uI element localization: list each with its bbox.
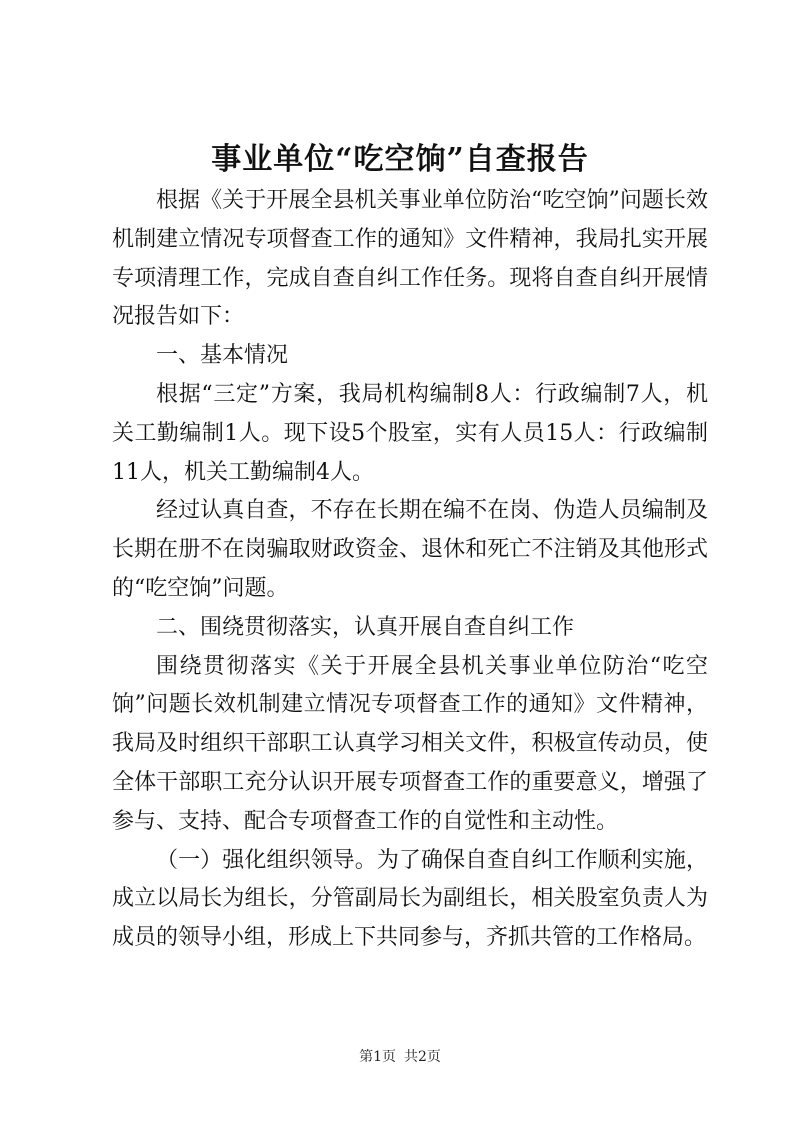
section-heading-implementation: 二、围绕贯彻落实，认真开展自查自纠工作 (156, 614, 575, 640)
document-body (112, 182, 708, 958)
implementation-paragraph: 围绕贯彻落实《关于开展全县机关事业单位防治“吃空饷”问题长效机制建立情况专项督查工作的通知》文件精神，我局及时组织干部职工认真学习相关文件，积极宣传动员，使全体干部职工充分认识开展专项督查工作的重要意义，增强了参与、支持、配合专项督查工作的自觉性和主动性。 (112, 653, 708, 834)
page-total: 共2页 (404, 1049, 441, 1065)
self-check-result-paragraph: 经过认真自查，不存在长期在编不在岗、伪造人员编制及长期在册不在岗骗取财政资金、退休和死亡不注销及其他形式的“吃空饷”问题。 (112, 498, 708, 601)
section-heading-basic-situation: 一、基本情况 (156, 343, 289, 369)
page-number: 第1页 (359, 1049, 396, 1065)
document-title: 事业单位“吃空饷”自查报告 (211, 142, 589, 177)
page-footer (0, 1047, 800, 1067)
organization-leadership-paragraph: （一）强化组织领导。为了确保自查自纠工作顺利实施，成立以局长为组长，分管副局长为副组长，相关股室负责人为成员的领导小组，形成上下共同参与，齐抓共管的工作格局。 (112, 847, 708, 951)
staffing-paragraph: 根据“三定”方案，我局机构编制8人：行政编制7人，机关工勤编制1人。现下设5个股室，实有人员15人：行政编制11人，机关工勤编制4人。 (112, 381, 708, 485)
intro-paragraph: 根据《关于开展全县机关事业单位防治“吃空饷”问题长效机制建立情况专项督查工作的通知》文件精神，我局扎实开展专项清理工作，完成自查自纠工作任务。现将自查自纠开展情况报告如下： (112, 188, 708, 330)
